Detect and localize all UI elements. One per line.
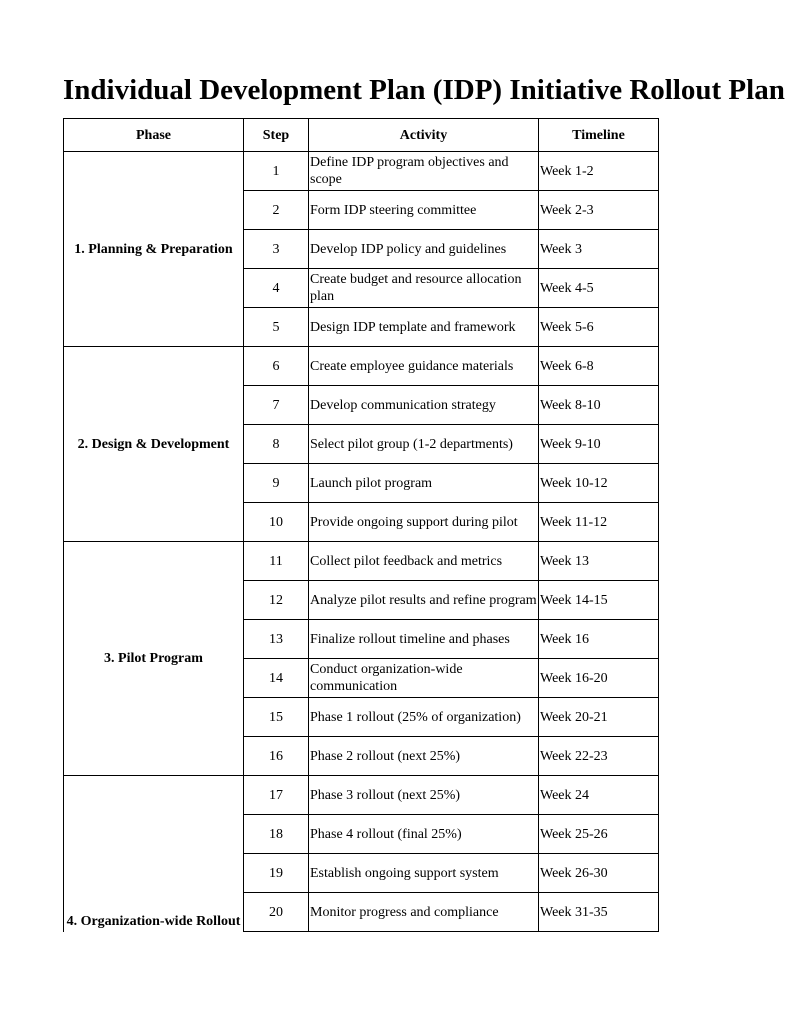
activity-cell: Create budget and resource allocation plan <box>309 269 539 308</box>
step-cell: 17 <box>244 776 309 815</box>
timeline-cell: Week 2-3 <box>539 191 659 230</box>
step-cell: 14 <box>244 659 309 698</box>
step-cell: 10 <box>244 503 309 542</box>
activity-cell: Monitor progress and compliance <box>309 893 539 932</box>
timeline-cell: Week 16-20 <box>539 659 659 698</box>
table-body <box>64 152 659 932</box>
step-cell: 5 <box>244 308 309 347</box>
step-cell: 19 <box>244 854 309 893</box>
step-cell: 1 <box>244 152 309 191</box>
header-step: Step <box>244 119 309 152</box>
timeline-cell: Week 9-10 <box>539 425 659 464</box>
step-cell: 13 <box>244 620 309 659</box>
activity-cell: Finalize rollout timeline and phases <box>309 620 539 659</box>
timeline-cell: Week 5-6 <box>539 308 659 347</box>
phase-cell: 2. Design & Development <box>64 347 244 542</box>
activity-cell: Create employee guidance materials <box>309 347 539 386</box>
timeline-cell: Week 25-26 <box>539 815 659 854</box>
activity-cell: Phase 1 rollout (25% of organization) <box>309 698 539 737</box>
activity-cell: Provide ongoing support during pilot <box>309 503 539 542</box>
step-cell: 3 <box>244 230 309 269</box>
step-cell: 8 <box>244 425 309 464</box>
step-cell: 2 <box>244 191 309 230</box>
timeline-cell: Week 10-12 <box>539 464 659 503</box>
step-cell: 12 <box>244 581 309 620</box>
activity-cell: Phase 3 rollout (next 25%) <box>309 776 539 815</box>
timeline-cell: Week 31-35 <box>539 893 659 932</box>
table-row <box>64 152 659 191</box>
step-cell: 7 <box>244 386 309 425</box>
activity-cell: Design IDP template and framework <box>309 308 539 347</box>
title-area <box>63 68 785 112</box>
activity-cell: Collect pilot feedback and metrics <box>309 542 539 581</box>
idp-rollout-table <box>63 118 659 932</box>
header-activity: Activity <box>309 119 539 152</box>
timeline-cell: Week 22-23 <box>539 737 659 776</box>
step-cell: 18 <box>244 815 309 854</box>
activity-cell: Conduct organization-wide communication <box>309 659 539 698</box>
table-row <box>64 542 659 581</box>
timeline-cell: Week 26-30 <box>539 854 659 893</box>
step-cell: 11 <box>244 542 309 581</box>
activity-cell: Launch pilot program <box>309 464 539 503</box>
step-cell: 9 <box>244 464 309 503</box>
phase-cell: 1. Planning & Preparation <box>64 152 244 347</box>
step-cell: 4 <box>244 269 309 308</box>
activity-cell: Select pilot group (1-2 departments) <box>309 425 539 464</box>
phase-cell: 3. Pilot Program <box>64 542 244 776</box>
timeline-cell: Week 11-12 <box>539 503 659 542</box>
timeline-cell: Week 1-2 <box>539 152 659 191</box>
timeline-cell: Week 13 <box>539 542 659 581</box>
phase-cell: 4. Organization-wide Rollout <box>64 776 244 932</box>
activity-cell: Develop IDP policy and guidelines <box>309 230 539 269</box>
timeline-cell: Week 4-5 <box>539 269 659 308</box>
timeline-cell: Week 3 <box>539 230 659 269</box>
header-phase: Phase <box>64 119 244 152</box>
timeline-cell: Week 14-15 <box>539 581 659 620</box>
activity-cell: Develop communication strategy <box>309 386 539 425</box>
table-row <box>64 776 659 815</box>
timeline-cell: Week 8-10 <box>539 386 659 425</box>
header-timeline: Timeline <box>539 119 659 152</box>
step-cell: 6 <box>244 347 309 386</box>
table-row <box>64 347 659 386</box>
activity-cell: Analyze pilot results and refine program <box>309 581 539 620</box>
activity-cell: Phase 2 rollout (next 25%) <box>309 737 539 776</box>
table-header-row <box>64 119 659 152</box>
timeline-cell: Week 6-8 <box>539 347 659 386</box>
activity-cell: Form IDP steering committee <box>309 191 539 230</box>
activity-cell: Establish ongoing support system <box>309 854 539 893</box>
activity-cell: Define IDP program objectives and scope <box>309 152 539 191</box>
timeline-cell: Week 24 <box>539 776 659 815</box>
step-cell: 20 <box>244 893 309 932</box>
activity-cell: Phase 4 rollout (final 25%) <box>309 815 539 854</box>
timeline-cell: Week 20-21 <box>539 698 659 737</box>
timeline-cell: Week 16 <box>539 620 659 659</box>
page-title: Individual Development Plan (IDP) Initiative Rollout Plan <box>63 74 785 106</box>
step-cell: 15 <box>244 698 309 737</box>
step-cell: 16 <box>244 737 309 776</box>
